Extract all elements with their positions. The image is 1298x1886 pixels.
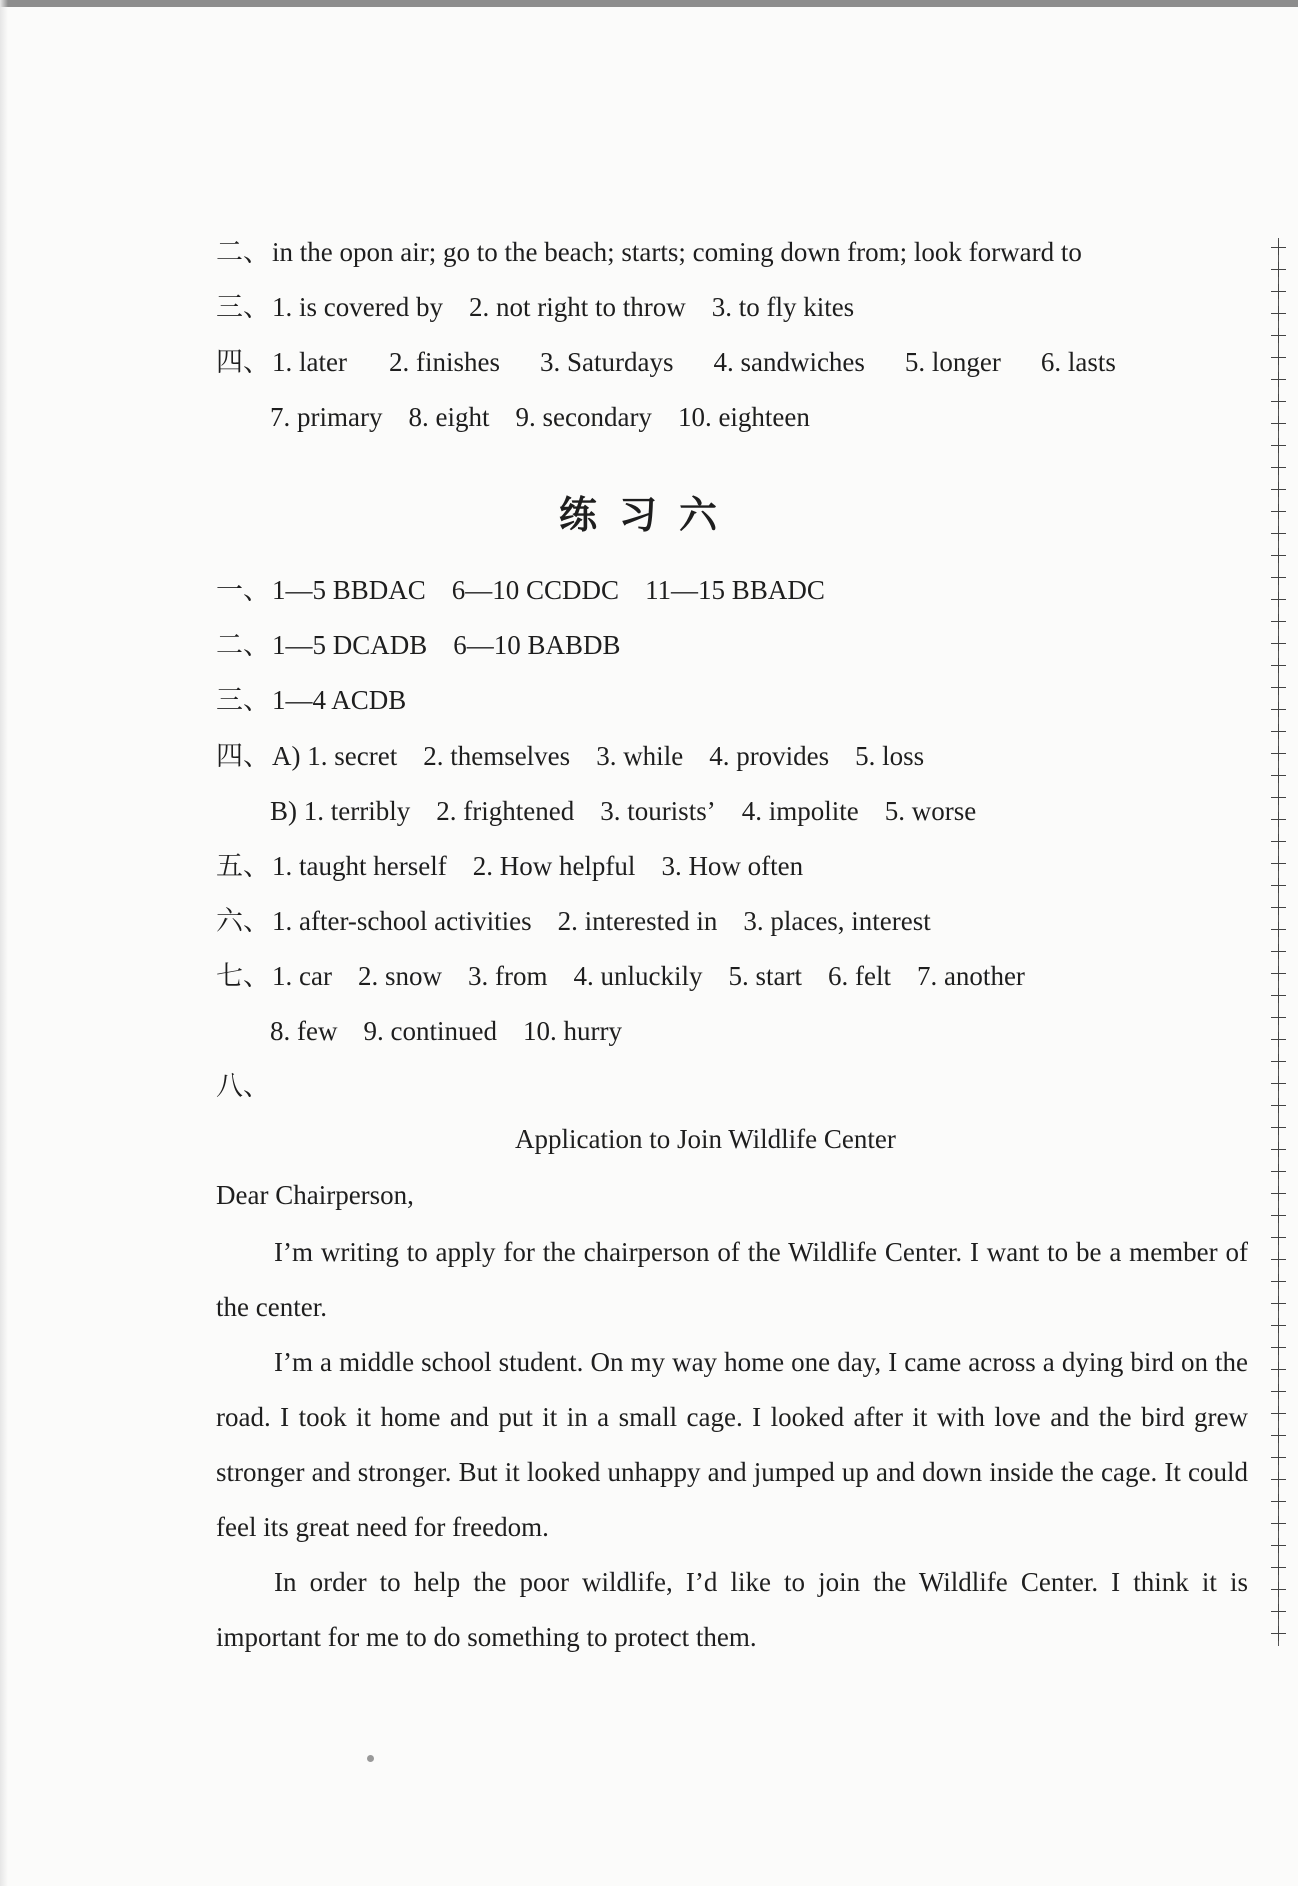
answer-item: 2. themselves <box>423 741 571 771</box>
cross-mark <box>1271 416 1286 431</box>
cross-mark <box>1271 1186 1286 1201</box>
answer-item: 3. while <box>596 741 684 771</box>
cross-mark <box>1271 944 1286 959</box>
cross-mark <box>1271 1252 1286 1267</box>
cross-mark <box>1271 1362 1286 1377</box>
cross-mark <box>1271 636 1286 651</box>
answer-item: 5. worse <box>884 796 977 826</box>
cross-mark <box>1271 1516 1286 1531</box>
answer-item: 4. impolite <box>741 796 859 826</box>
cross-mark <box>1271 1406 1286 1421</box>
essay-salutation: Dear Chairperson, <box>216 1180 414 1210</box>
cross-mark <box>1271 1340 1286 1355</box>
cross-mark <box>1271 724 1286 739</box>
answer-item: 10. eighteen <box>677 402 810 432</box>
cross-mark <box>1271 1230 1286 1245</box>
cross-mark <box>1271 1560 1286 1575</box>
question-label: 三、 <box>216 292 270 322</box>
answer-item: 3. Saturdays <box>539 347 674 377</box>
cross-mark <box>1271 482 1286 497</box>
answer-item: 8. eight <box>408 402 490 432</box>
question-label: 四、 <box>216 741 270 771</box>
answer-item: 3. to fly kites <box>711 292 855 322</box>
cross-mark <box>1271 966 1286 981</box>
cross-mark <box>1271 1538 1286 1553</box>
answer-row-5 <box>216 849 803 883</box>
cross-mark <box>1271 328 1286 343</box>
cross-mark <box>1271 856 1286 871</box>
answer-item: 1. car <box>272 961 332 991</box>
cross-mark <box>1271 1604 1286 1619</box>
answer-item: 6—10 BABDB <box>453 630 621 660</box>
cross-mark <box>1271 790 1286 805</box>
answer-row-7-cont <box>270 1014 622 1048</box>
cross-mark <box>1271 592 1286 607</box>
cross-mark <box>1271 284 1286 299</box>
answer-row-8 <box>216 1069 272 1103</box>
cross-mark <box>1271 768 1286 783</box>
cross-mark <box>1271 1472 1286 1487</box>
answer-item: 4. unluckily <box>573 961 703 991</box>
answer-item: 1. is covered by <box>272 292 443 322</box>
section-title: 练习六 <box>558 493 739 537</box>
answer-item: 5. longer <box>904 347 1001 377</box>
question-label: 三、 <box>216 685 270 715</box>
answer-item: 2. snow <box>357 961 442 991</box>
cross-mark <box>1271 812 1286 827</box>
answer-row-4-prev-cont <box>270 400 810 434</box>
cross-mark <box>1271 988 1286 1003</box>
question-label: 六、 <box>216 906 270 936</box>
essay-paragraph: I’m a middle school student. On my way home one day, I came across a dying bird on the road. I took it home and put it in a small cage. I looked after it with love and the bird grew stronger and stronger. But it looked unhappy and jumped up and down inside the cage. It could feel its great need for freedom. <box>216 1347 1248 1542</box>
answer-row-4b <box>270 794 976 828</box>
answer-item: 2. not right to throw <box>468 292 686 322</box>
essay-paragraph: In order to help the poor wildlife, I’d like to join the Wildlife Center. I think it is important for me to do something to protect them. <box>216 1567 1248 1652</box>
answer-item: 1—5 BBDAC <box>272 575 426 605</box>
cross-mark <box>1271 1164 1286 1179</box>
answer-text: in the opon air; go to the beach; starts; coming down from; look forward to <box>272 237 1082 267</box>
answer-item: 3. from <box>467 961 548 991</box>
answer-row-3 <box>216 683 406 717</box>
answer-item: A) 1. secret <box>272 741 398 771</box>
answer-item: 1—4 ACDB <box>272 685 407 715</box>
cross-mark <box>1271 1450 1286 1465</box>
cross-mark <box>1271 240 1286 255</box>
cross-mark <box>1271 1142 1286 1157</box>
essay-title: Application to Join Wildlife Center <box>515 1124 896 1154</box>
cross-mark <box>1271 548 1286 563</box>
cross-mark <box>1271 834 1286 849</box>
answer-item: 3. tourists’ <box>600 796 716 826</box>
cross-mark <box>1271 438 1286 453</box>
answer-item: 5. loss <box>855 741 925 771</box>
answer-item: 10. hurry <box>522 1016 622 1046</box>
answer-item: 6—10 CCDDC <box>451 575 620 605</box>
answer-row-2-prev <box>216 235 1082 269</box>
answer-item: 1—5 DCADB <box>272 630 428 660</box>
cross-mark <box>1271 1626 1286 1641</box>
answer-item: 7. another <box>916 961 1025 991</box>
question-label: 八、 <box>216 1071 270 1101</box>
answer-item: 7. primary <box>270 402 383 432</box>
cross-mark <box>1271 1076 1286 1091</box>
answer-item: B) 1. terribly <box>270 796 411 826</box>
cross-mark <box>1271 1274 1286 1289</box>
cross-mark <box>1271 1494 1286 1509</box>
answer-item: 9. secondary <box>515 402 652 432</box>
answer-row-7 <box>216 959 1025 993</box>
answer-item: 5. start <box>728 961 802 991</box>
cross-mark <box>1271 504 1286 519</box>
answer-row-6 <box>216 904 931 938</box>
answer-item: 6. felt <box>827 961 891 991</box>
cross-mark <box>1271 372 1286 387</box>
answer-item: 2. finishes <box>388 347 500 377</box>
answer-item: 4. provides <box>709 741 830 771</box>
cross-mark <box>1271 526 1286 541</box>
cross-mark <box>1271 460 1286 475</box>
cross-mark <box>1271 1054 1286 1069</box>
answer-item: 4. sandwiches <box>713 347 865 377</box>
answer-item: 2. frightened <box>436 796 575 826</box>
answer-row-2 <box>216 628 621 662</box>
cross-mark <box>1271 614 1286 629</box>
answer-row-3-prev <box>216 290 854 324</box>
answer-row-4a <box>216 739 924 773</box>
answer-item: 1. taught herself <box>272 851 447 881</box>
cross-mark <box>1271 350 1286 365</box>
cross-mark <box>1271 878 1286 893</box>
question-label: 七、 <box>216 961 270 991</box>
cross-mark <box>1271 658 1286 673</box>
question-label: 五、 <box>216 851 270 881</box>
cross-mark <box>1271 680 1286 695</box>
answer-item: 9. continued <box>363 1016 497 1046</box>
cross-mark <box>1271 900 1286 915</box>
cross-mark <box>1271 1428 1286 1443</box>
answer-item: 11—15 BBADC <box>645 575 825 605</box>
cross-mark <box>1271 1098 1286 1113</box>
cross-mark <box>1271 1318 1286 1333</box>
top-border <box>0 0 1298 7</box>
answer-item: 3. How often <box>661 851 804 881</box>
answer-row-4-prev <box>216 345 1116 379</box>
essay-paragraph: I’m writing to apply for the chairperson of the Wildlife Center. I want to be a member of the center. <box>216 1237 1248 1322</box>
answer-item: 2. interested in <box>557 906 718 936</box>
ink-dot <box>367 1755 374 1762</box>
cross-mark <box>1271 1032 1286 1047</box>
answer-item: 6. lasts <box>1040 347 1116 377</box>
cross-mark <box>1271 262 1286 277</box>
cross-mark <box>1271 746 1286 761</box>
cross-mark <box>1271 394 1286 409</box>
question-label: 二、 <box>216 237 270 267</box>
answer-item: 1. after-school activities <box>272 906 532 936</box>
answer-item: 2. How helpful <box>472 851 636 881</box>
answer-row-1 <box>216 573 825 607</box>
cross-mark <box>1271 1010 1286 1025</box>
answer-item: 1. later <box>272 347 347 377</box>
question-label: 四、 <box>216 347 270 377</box>
answer-item: 3. places, interest <box>743 906 931 936</box>
cross-mark <box>1271 1582 1286 1597</box>
cross-mark <box>1271 570 1286 585</box>
cross-mark <box>1271 1120 1286 1135</box>
cross-mark <box>1271 1296 1286 1311</box>
cross-mark <box>1271 1208 1286 1223</box>
answer-item: 8. few <box>270 1016 338 1046</box>
question-label: 二、 <box>216 630 270 660</box>
cross-mark <box>1271 306 1286 321</box>
cross-mark <box>1271 1384 1286 1399</box>
cross-mark <box>1271 922 1286 937</box>
cross-mark <box>1271 702 1286 717</box>
page-edge-shadow <box>0 0 8 1886</box>
question-label: 一、 <box>216 575 270 605</box>
